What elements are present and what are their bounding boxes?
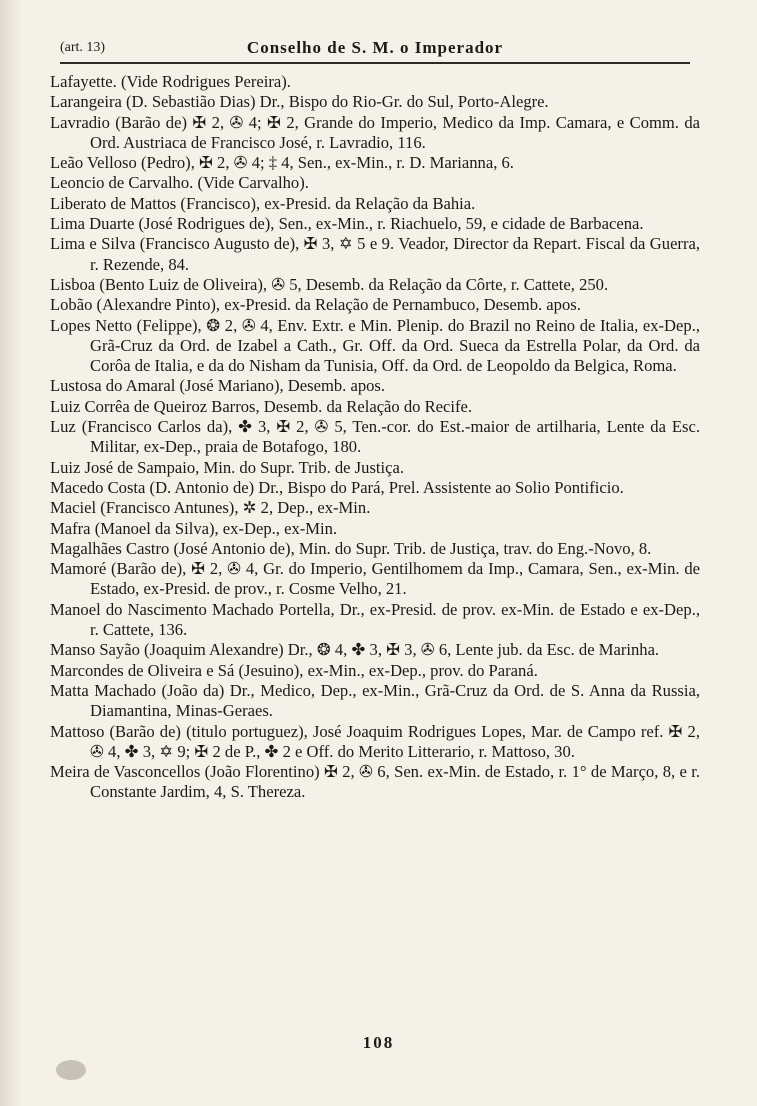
list-item (50, 92, 700, 112)
list-item (50, 722, 700, 763)
page-title: Conselho de S. M. o Imperador (246, 38, 504, 57)
list-item (50, 113, 700, 154)
list-item (50, 153, 700, 173)
page-number: 108 (362, 1033, 395, 1052)
entry-name: Manso Sayão (50, 640, 140, 660)
list-item (50, 600, 700, 641)
entry-text: Min. do Supr. Trib. de Justiça. (199, 457, 404, 477)
entry-name: Manoel do Nascimento Machado Portella, (50, 599, 335, 619)
entry-name: Leoncio de Carvalho. (50, 173, 194, 193)
entry-name: Luz (50, 417, 76, 437)
entry-name: Magalhães Castro (50, 538, 170, 558)
entry-name: Maciel (50, 498, 97, 518)
entry-text: (Bento Luiz de Oliveira), ✇ 5, Desemb. da Relação da Côrte, r. Cattete, 250. (95, 274, 609, 294)
entry-name: Liberato de Mattos (50, 193, 177, 213)
entry-text: (Francisco Antunes), ✲ 2, Dep., ex-Min. (96, 498, 371, 518)
list-item (50, 214, 700, 234)
entry-text: (Manoel da Silva), ex-Dep., ex-Min. (90, 518, 338, 538)
list-item (50, 762, 700, 803)
entry-text: (José Mariano), Desemb. apos. (175, 376, 386, 396)
entry-text: (José Rodrigues de), Sen., ex-Min., r. Riachuelo, 59, e cidade de Barbacena. (134, 214, 644, 234)
entry-text: (Vide Rodrigues Pereira). (116, 72, 291, 91)
list-item (50, 194, 700, 214)
list-item (50, 519, 700, 539)
entry-name: Meira de Vasconcellos (50, 762, 201, 782)
list-item (50, 681, 700, 722)
list-item (50, 498, 700, 518)
entry-text: (D. Antonio de) Dr., Bispo do Pará, Prel. Assistente ao Solio Pontificio. (145, 477, 624, 497)
list-item (50, 295, 700, 315)
entry-name: Lavradio (50, 112, 110, 132)
list-item (50, 316, 700, 377)
list-item (50, 661, 700, 681)
entry-name: Lustosa do Amaral (50, 376, 176, 396)
entry-name: Mafra (50, 518, 91, 538)
entry-text: (José Antonio de), Min. do Supr. Trib. de Justiça, trav. do Eng.-Novo, 8. (169, 538, 652, 558)
entry-text: (Pedro), ✠ 2, ✇ 4; ‡ 4, Sen., ex-Min., r. D. Marianna, 6. (136, 153, 514, 173)
list-item (50, 458, 700, 478)
entry-name: Lima Duarte (50, 214, 135, 234)
list-item (50, 417, 700, 458)
header-rule (60, 62, 690, 64)
entry-name: Matta Machado (50, 680, 156, 700)
entry-text: (Francisco Augusto de), ✠ 3, ✡ 5 e 9. Veador, Director da Repart. Fiscal da Guerra, r. Rezende, 84. (90, 234, 700, 274)
running-header (60, 34, 690, 60)
entry-name: Lisboa (50, 274, 96, 294)
list-item (50, 376, 700, 396)
entry-name: Mattoso (50, 721, 105, 741)
entry-name: Larangeira (50, 92, 122, 112)
entry-text: (Francisco Carlos da), ✤ 3, ✠ 2, ✇ 5, Ten.-cor. do Est.-maior de artilharia, Lente da Esc. Militar, ex-Dep., praia de Botafogo, 180. (75, 417, 700, 457)
entry-text: (Jesuino), ex-Min., ex-Dep., prov. do Paraná. (234, 660, 538, 680)
entry-name: Leão Velloso (50, 153, 137, 173)
entry-text: (João Florentino) ✠ 2, ✇ 6, Sen. ex-Min. de Estado, r. 1° de Março, 8, e r. Constante Jardim, 4, S. Thereza. (90, 762, 700, 802)
list-item (50, 173, 700, 193)
list-item (50, 397, 700, 417)
entry-text: (Joaquim Alexandre) Dr., ❂ 4, ✤ 3, ✠ 3, ✇ 6, Lente jub. da Esc. de Marinha. (139, 640, 660, 660)
entry-text: (Vide Carvalho). (193, 173, 309, 193)
article-number: (art. 13) (60, 40, 106, 55)
list-item (50, 640, 700, 660)
entry-text: (João da) Dr., Medico, Dep., ex-Min., Grã-Cruz da Ord. de S. Anna da Russia, Diamantina, Minas-Geraes. (90, 680, 700, 721)
list-item (50, 539, 700, 559)
entry-text: (D. Sebastião Dias) Dr., Bispo do Rio-Gr. do Sul, Porto-Alegre. (121, 92, 549, 112)
entry-name: Mamoré (50, 559, 107, 579)
entry-name: Marcondes de Oliveira e Sá (50, 660, 235, 680)
entry-name: Luiz Corrêa de Queiroz Barros, (50, 396, 260, 416)
entry-text: (Barão de) (titulo portuguez), José Joaquim Rodrigues Lopes, Mar. de Campo ref. ✠ 2, ✇ 4, ✤ 3, ✡ 9; ✠ 2 de P., ✤ 2 e Off. do Merito Litterario, r. Mattoso, 30. (90, 721, 700, 761)
entry-text: (Barão de) ✠ 2, ✇ 4; ✠ 2, Grande do Imperio, Medico da Imp. Camara, e Comm. da Ord. Austriaca de Francisco José, r. Lavradio, 116. (90, 112, 700, 152)
list-item (50, 559, 700, 600)
entry-text: Dr., ex-Presid. de prov. ex-Min. de Estado e ex-Dep., r. Cattete, 136. (90, 599, 700, 640)
ink-smudge (56, 1060, 86, 1080)
page-edge-stain (0, 0, 22, 1106)
entry-name: Luiz José de Sampaio, (50, 457, 200, 477)
entry-name: Lima e Silva (50, 234, 136, 254)
entry-text: Desemb. da Relação do Recife. (259, 396, 473, 416)
entry-text: (Francisco), ex-Presid. da Relação da Bahia. (176, 193, 476, 213)
entry-name: Macedo Costa (50, 477, 146, 497)
list-item (50, 478, 700, 498)
list-item (50, 275, 700, 295)
entry-name: Lopes Netto (50, 315, 133, 335)
list-item (50, 72, 700, 92)
entry-name: Lafayette. (50, 72, 117, 91)
entry-text: (Barão de), ✠ 2, ✇ 4, Gr. do Imperio, Gentilhomem da Imp., Camara, Sen., ex-Min. de Estado, ex-Presid. de prov., r. Cosme Velho, 21. (90, 559, 700, 599)
entry-list (50, 72, 700, 803)
entry-text: (Alexandre Pinto), ex-Presid. da Relação de Pernambuco, Desemb. apos. (92, 295, 581, 315)
entry-name: Lobão (50, 295, 93, 315)
entry-text: (Felippe), ❂ 2, ✇ 4, Env. Extr. e Min. Plenip. do Brazil no Reino de Italia, ex-Dep., Grã-Cruz da Ord. de Izabel a Cath., Gr. Off. da Ord. Sueca da Estrella Polar, da Ord. da Corôa de Italia, e da do Nisham da Tunisia, Off. da Ord. de Leopoldo da Belgica, Roma. (90, 315, 700, 376)
list-item (50, 234, 700, 275)
